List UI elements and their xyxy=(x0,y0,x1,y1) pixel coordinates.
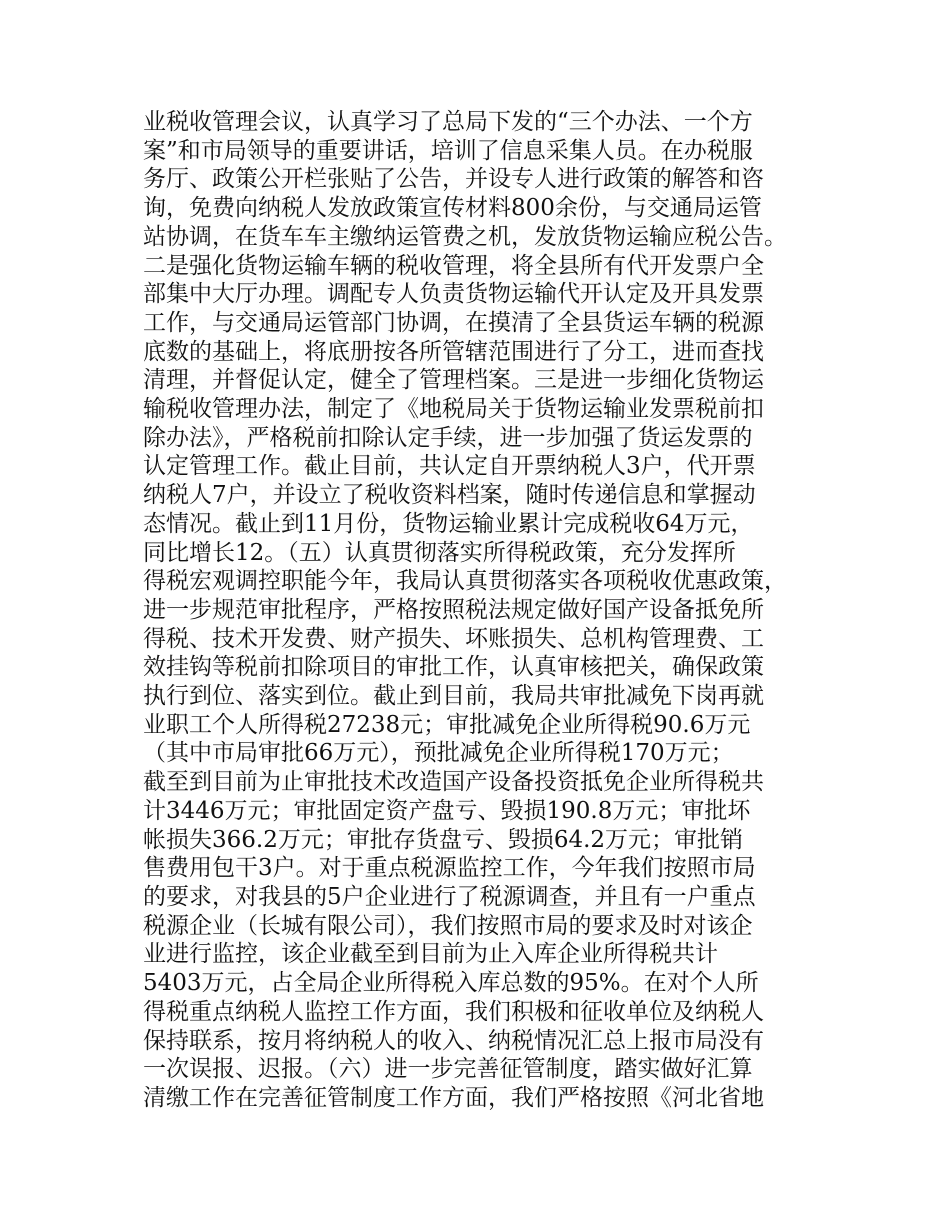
text-line: 站协调，在货车车主缴纳运管费之机，发放货物运输应税公告。 xyxy=(143,223,787,250)
text-line: 得税重点纳税人监控工作方面，我们积极和征收单位及纳税人 xyxy=(143,998,764,1025)
text-line: 效挂钩等税前扣除项目的审批工作，认真审核把关，确保政策 xyxy=(143,654,764,681)
text-line: 税源企业（长城有限公司），我们按照市局的要求及时对该企 xyxy=(143,912,753,939)
text-line: 清理，并督促认定，健全了管理档案。三是进一步细化货物运 xyxy=(143,367,764,394)
text-line: 认定管理工作。截止目前，共认定自开票纳税人3户，代开票 xyxy=(143,453,756,480)
text-line: 输税收管理办法，制定了《地税局关于货物运输业发票税前扣 xyxy=(143,396,764,423)
text-line: 同比增长12。（五）认真贯彻落实所得税政策，充分发挥所 xyxy=(143,539,736,566)
text-line: 态情况。截止到11月份，货物运输业累计完成税收64万元， xyxy=(143,510,754,537)
text-line: 售费用包干3户。对于重点税源监控工作，今年我们按照市局 xyxy=(143,855,756,882)
text-line: 务厅、政策公开栏张贴了公告，并设专人进行政策的解答和咨 xyxy=(143,166,764,193)
text-line: （其中市局审批66万元），预批减免企业所得税170万元； xyxy=(143,740,734,767)
text-line: 清缴工作在完善征管制度工作方面，我们严格按照《河北省地 xyxy=(143,1084,764,1111)
text-line: 截至到目前为止审批技术改造国产设备投资抵免企业所得税共 xyxy=(143,769,764,796)
text-line: 询，免费向纳税人发放政策宣传材料800余份，与交通局运管 xyxy=(143,195,762,222)
text-line: 得税、技术开发费、财产损失、坏账损失、总机构管理费、工 xyxy=(143,625,764,652)
text-line: 底数的基础上，将底册按各所管辖范围进行了分工，进而查找 xyxy=(143,338,764,365)
text-line: 二是强化货物运输车辆的税收管理，将全县所有代开发票户全 xyxy=(143,252,764,279)
text-line: 进一步规范审批程序，严格按照税法规定做好国产设备抵免所 xyxy=(143,596,764,623)
text-line: 除办法》，严格税前扣除认定手续，进一步加强了货运发票的 xyxy=(143,424,753,451)
text-line: 工作，与交通局运管部门协调，在摸清了全县货运车辆的税源 xyxy=(143,309,764,336)
text-line: 部集中大厅办理。调配专人负责货物运输代开认定及开具发票 xyxy=(143,281,764,308)
text-line: 一次误报、迟报。（六）进一步完善征管制度，踏实做好汇算 xyxy=(143,1056,753,1083)
text-line: 的要求，对我县的5户企业进行了税源调查，并且有一户重点 xyxy=(143,883,756,910)
text-line: 得税宏观调控职能今年，我局认真贯彻落实各项税收优惠政策， xyxy=(143,568,787,595)
body-text xyxy=(143,108,833,1113)
text-line: 计3446万元；审批固定资产盘亏、毁损190.8万元；审批坏 xyxy=(143,797,751,824)
text-line: 案”和市局领导的重要讲话，培训了信息采集人员。在办税服 xyxy=(143,137,753,164)
text-line: 执行到位、落实到位。截止到目前，我局共审批减免下岗再就 xyxy=(143,683,764,710)
text-line: 帐损失366.2万元；审批存货盘亏、毁损64.2万元；审批销 xyxy=(143,826,744,853)
text-line: 业职工个人所得税27238元；审批减免企业所得税90.6万元 xyxy=(143,711,751,738)
text-line: 业税收管理会议，认真学习了总局下发的“三个办法、一个方 xyxy=(143,109,753,135)
text-line: 纳税人7户，并设立了税收资料档案，随时传递信息和掌握动 xyxy=(143,482,756,509)
text-line: 业进行监控，该企业截至到目前为止入库企业所得税共计 xyxy=(143,941,718,968)
text-line: 保持联系，按月将纳税人的收入、纳税情况汇总上报市局没有 xyxy=(143,1027,764,1054)
text-line: 5403万元，占全局企业所得税入库总数的95%。在对个人所 xyxy=(143,970,759,997)
